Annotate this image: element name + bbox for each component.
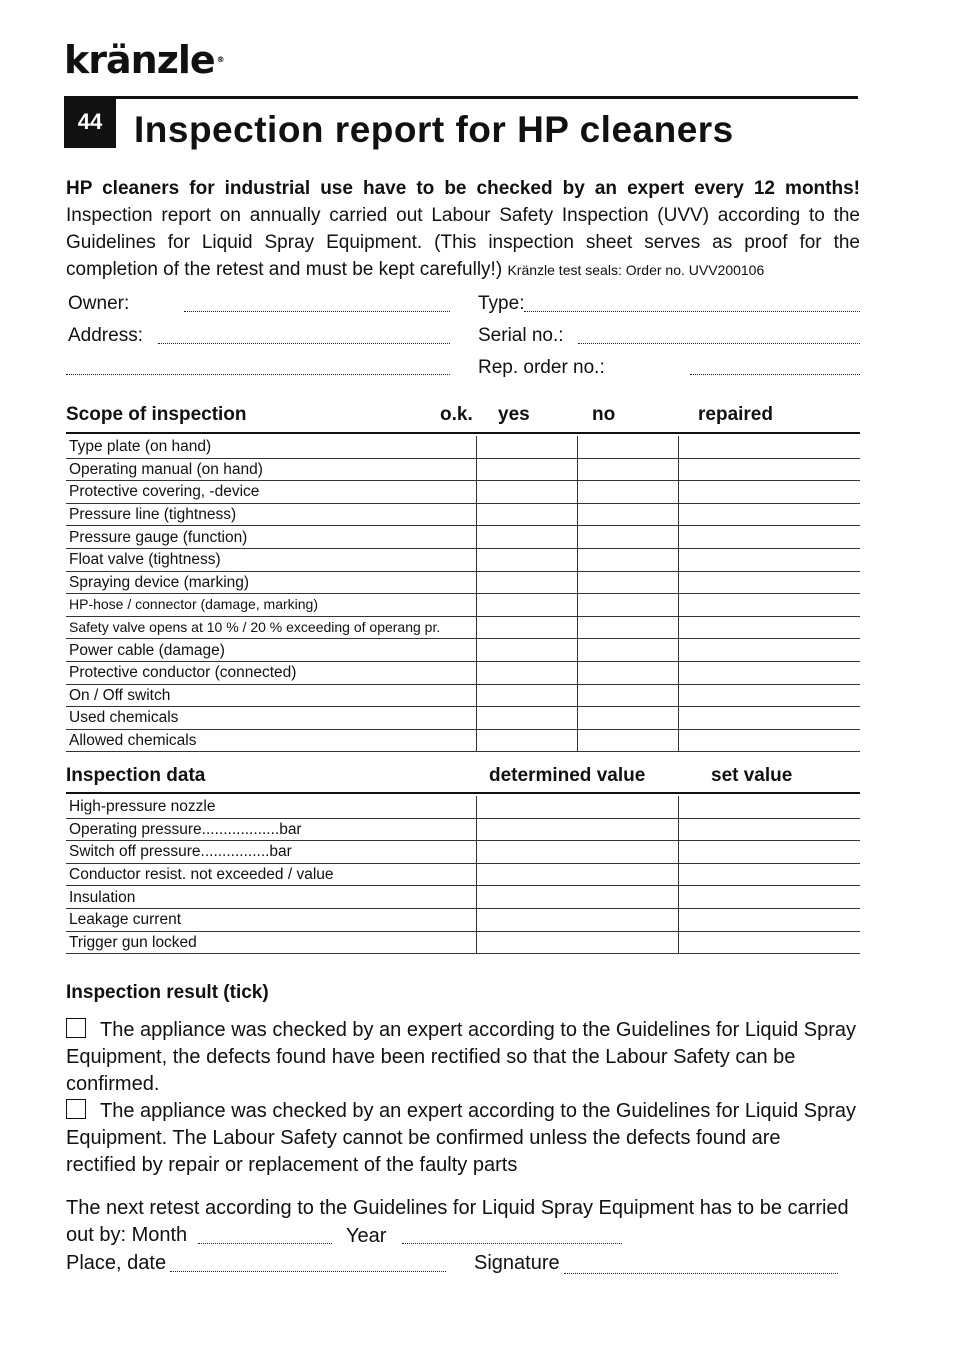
scope-cell-repaired[interactable] xyxy=(678,481,860,504)
type-label: Type: xyxy=(478,293,525,314)
scope-row-label: Protective covering, -device xyxy=(66,481,476,504)
scope-row xyxy=(66,729,860,752)
scope-row xyxy=(66,639,860,662)
inspection-data-row xyxy=(66,931,860,954)
scope-row-label: Type plate (on hand) xyxy=(66,436,476,458)
intro-body: Inspection report on annually carried out Labour Safety Inspection (UVV) according to the Guidelines for Liquid Spray Equipment. (This inspection sheet serves as proof for the completion of the retest and must be kept carefully!) xyxy=(66,205,860,280)
signature-input-line[interactable] xyxy=(564,1273,838,1274)
cell-determined-value[interactable] xyxy=(476,818,678,841)
inspection-data-row xyxy=(66,886,860,909)
scope-row xyxy=(66,436,860,458)
inspection-data-row xyxy=(66,863,860,886)
scope-cell-no[interactable] xyxy=(577,458,678,481)
scope-cell-yes[interactable] xyxy=(476,661,577,684)
scope-cell-yes[interactable] xyxy=(476,707,577,730)
registered-mark: ® xyxy=(216,55,224,64)
seals-note: Kränzle test seals: Order no. UVV200106 xyxy=(507,262,765,278)
scope-cell-yes[interactable] xyxy=(476,571,577,594)
cell-set-value[interactable] xyxy=(678,908,860,931)
retest-paragraph xyxy=(66,1195,866,1249)
scope-row xyxy=(66,594,860,617)
scope-cell-no[interactable] xyxy=(577,616,678,639)
scope-cell-yes[interactable] xyxy=(476,436,577,458)
scope-cell-repaired[interactable] xyxy=(678,616,860,639)
scope-row-label: HP-hose / connector (damage, marking) xyxy=(66,594,476,617)
scope-row-label: Power cable (damage) xyxy=(66,639,476,662)
result-checkbox-2[interactable] xyxy=(66,1099,86,1119)
scope-cell-no[interactable] xyxy=(577,661,678,684)
scope-cell-repaired[interactable] xyxy=(678,571,860,594)
retest-sentence: The next retest according to the Guidelines for Liquid Spray Equipment has to be carried out by: Month xyxy=(66,1197,849,1246)
scope-cell-no[interactable] xyxy=(577,639,678,662)
scope-row xyxy=(66,707,860,730)
cell-determined-value[interactable] xyxy=(476,796,678,818)
cell-set-value[interactable] xyxy=(678,886,860,909)
scope-cell-yes[interactable] xyxy=(476,481,577,504)
scope-cell-yes[interactable] xyxy=(476,684,577,707)
scope-row-label: Protective conductor (connected) xyxy=(66,661,476,684)
scope-cell-no[interactable] xyxy=(577,729,678,752)
page-number: 44 xyxy=(64,96,116,148)
inspection-data-label: Trigger gun locked xyxy=(66,931,476,954)
scope-cell-repaired[interactable] xyxy=(678,661,860,684)
inspection-data-row xyxy=(66,818,860,841)
scope-cell-yes[interactable] xyxy=(476,729,577,752)
scope-cell-yes[interactable] xyxy=(476,458,577,481)
header-rule xyxy=(64,96,858,99)
scope-cell-repaired[interactable] xyxy=(678,548,860,571)
result-heading: Inspection result (tick) xyxy=(66,982,269,1003)
scope-cell-yes[interactable] xyxy=(476,526,577,549)
cell-set-value[interactable] xyxy=(678,796,860,818)
scope-cell-no[interactable] xyxy=(577,594,678,617)
serial-input-line[interactable] xyxy=(578,343,860,344)
scope-rule xyxy=(66,432,860,434)
scope-row-label: Float valve (tightness) xyxy=(66,548,476,571)
scope-row xyxy=(66,481,860,504)
result-option-1-text: The appliance was checked by an expert according to the Guidelines for Liquid Spray Equipment, the defects found have been rectified so that the Labour Safety can be confirmed. xyxy=(66,1019,857,1095)
scope-row xyxy=(66,503,860,526)
cell-set-value[interactable] xyxy=(678,863,860,886)
scope-cell-no[interactable] xyxy=(577,548,678,571)
place-date-input-line[interactable] xyxy=(170,1271,446,1272)
scope-row xyxy=(66,548,860,571)
page-title: Inspection report for HP cleaners xyxy=(134,109,734,150)
inspection-data-label: Conductor resist. not exceeded / value xyxy=(66,863,476,886)
inspection-data-label: Switch off pressure................bar xyxy=(66,841,476,864)
inspection-data-table xyxy=(66,796,860,954)
owner-label: Owner: xyxy=(68,293,130,314)
col-set-value: set value xyxy=(711,765,793,786)
scope-cell-yes[interactable] xyxy=(476,639,577,662)
year-label: Year xyxy=(346,1225,387,1247)
col-yes: yes xyxy=(498,404,530,425)
cell-determined-value[interactable] xyxy=(476,863,678,886)
scope-row xyxy=(66,661,860,684)
result-option-2-text: The appliance was checked by an expert according to the Guidelines for Liquid Spray Equipment. The Labour Safety cannot be confirmed unless the defects found are rectified by repair or replacement of the faulty parts xyxy=(66,1100,857,1176)
col-no: no xyxy=(592,404,616,425)
col-repaired: repaired xyxy=(698,404,773,425)
inspection-data-row xyxy=(66,841,860,864)
cell-determined-value[interactable] xyxy=(476,908,678,931)
owner-input-line[interactable] xyxy=(184,311,450,312)
cell-set-value[interactable] xyxy=(678,931,860,954)
place-date-label: Place, date xyxy=(66,1252,167,1274)
inspection-data-row xyxy=(66,908,860,931)
scope-cell-repaired[interactable] xyxy=(678,707,860,730)
result-option-2 xyxy=(66,1098,856,1179)
scope-cell-no[interactable] xyxy=(577,481,678,504)
serial-label: Serial no.: xyxy=(478,325,564,346)
logo-text: kränzle xyxy=(64,38,215,82)
scope-row xyxy=(66,684,860,707)
scope-cell-repaired[interactable] xyxy=(678,729,860,752)
scope-row-label: Used chemicals xyxy=(66,707,476,730)
scope-cell-repaired[interactable] xyxy=(678,503,860,526)
scope-row-label: Spraying device (marking) xyxy=(66,571,476,594)
scope-row-label: Pressure gauge (function) xyxy=(66,526,476,549)
kranzle-logo xyxy=(64,38,224,82)
intro-paragraph xyxy=(66,175,860,284)
scope-row-label: Safety valve opens at 10 % / 20 % exceeding of operang pr. xyxy=(66,616,476,639)
month-input-line[interactable] xyxy=(198,1243,332,1244)
scope-cell-yes[interactable] xyxy=(476,503,577,526)
rep-order-input-line[interactable] xyxy=(690,374,860,375)
scope-row-label: Operating manual (on hand) xyxy=(66,458,476,481)
intro-bold-sentence: HP cleaners for industrial use have to be checked by an expert every 12 months! xyxy=(66,178,860,199)
scope-cell-yes[interactable] xyxy=(476,594,577,617)
inspection-data-label: Leakage current xyxy=(66,908,476,931)
scope-cell-repaired[interactable] xyxy=(678,684,860,707)
cell-determined-value[interactable] xyxy=(476,931,678,954)
address-label: Address: xyxy=(68,325,143,346)
result-option-1 xyxy=(66,1017,856,1098)
inspection-data-rule xyxy=(66,792,860,794)
result-checkbox-1[interactable] xyxy=(66,1018,86,1038)
scope-row-label: On / Off switch xyxy=(66,684,476,707)
scope-row xyxy=(66,616,860,639)
scope-cell-yes[interactable] xyxy=(476,548,577,571)
col-ok: o.k. xyxy=(440,404,473,425)
address-input-line[interactable] xyxy=(158,343,450,344)
scope-table xyxy=(66,436,860,752)
scope-cell-no[interactable] xyxy=(577,707,678,730)
inspection-data-label: Insulation xyxy=(66,886,476,909)
address-input-line-2[interactable] xyxy=(66,374,450,375)
scope-cell-no[interactable] xyxy=(577,684,678,707)
scope-cell-repaired[interactable] xyxy=(678,639,860,662)
scope-row xyxy=(66,458,860,481)
scope-cell-repaired[interactable] xyxy=(678,526,860,549)
cell-determined-value[interactable] xyxy=(476,841,678,864)
scope-cell-repaired[interactable] xyxy=(678,458,860,481)
scope-cell-repaired[interactable] xyxy=(678,436,860,458)
scope-row-label: Allowed chemicals xyxy=(66,729,476,752)
scope-row-label: Pressure line (tightness) xyxy=(66,503,476,526)
cell-set-value[interactable] xyxy=(678,841,860,864)
scope-cell-no[interactable] xyxy=(577,436,678,458)
inspection-data-label: High-pressure nozzle xyxy=(66,796,476,818)
type-input-line[interactable] xyxy=(524,311,860,312)
scope-cell-no[interactable] xyxy=(577,526,678,549)
inspection-data-label: Operating pressure..................bar xyxy=(66,818,476,841)
scope-cell-yes[interactable] xyxy=(476,616,577,639)
year-input-line[interactable] xyxy=(402,1243,622,1244)
signature-label: Signature xyxy=(474,1252,560,1274)
rep-order-label: Rep. order no.: xyxy=(478,357,605,378)
scope-cell-repaired[interactable] xyxy=(678,594,860,617)
scope-cell-no[interactable] xyxy=(577,503,678,526)
col-determined-value: determined value xyxy=(489,765,646,786)
scope-row xyxy=(66,571,860,594)
scope-row xyxy=(66,526,860,549)
inspection-data-row xyxy=(66,796,860,818)
scope-cell-no[interactable] xyxy=(577,571,678,594)
cell-determined-value[interactable] xyxy=(476,886,678,909)
scope-heading: Scope of inspection xyxy=(66,404,247,425)
inspection-data-heading: Inspection data xyxy=(66,765,206,786)
cell-set-value[interactable] xyxy=(678,818,860,841)
